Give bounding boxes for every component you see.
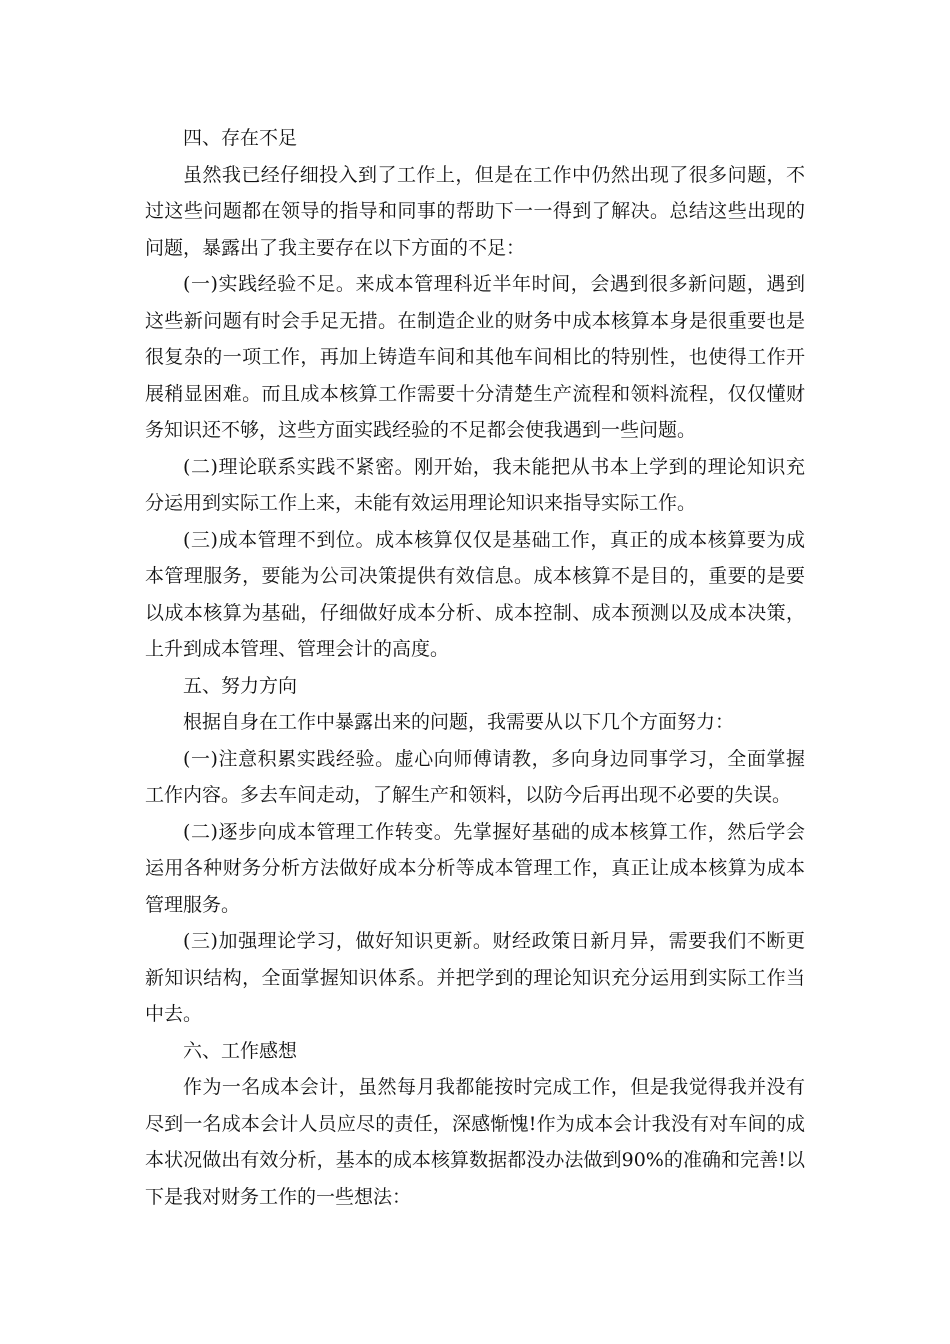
paragraph-direction-intro: 根据自身在工作中暴露出来的问题，我需要从以下几个方面努力： bbox=[183, 711, 735, 733]
paragraph-direction-2: (二)逐步向成本管理工作转变。先掌握好基础的成本核算工作，然后学会运用各种财务分析方法做好成本分析等成本管理工作，真正让成本核算为成本管理服务。 bbox=[145, 820, 805, 916]
paragraph-direction-1: (一)注意积累实践经验。虚心向师傅请教，多向身边同事学习，全面掌握工作内容。多去车间走动，了解生产和领料，以防今后再出现不必要的失误。 bbox=[145, 747, 805, 806]
document-body bbox=[145, 120, 805, 1215]
section-heading-deficiencies: 四、存在不足 bbox=[183, 127, 298, 149]
paragraph-deficiency-3: (三)成本管理不到位。成本核算仅仅是基础工作，真正的成本核算要为成本管理服务，要能为公司决策提供有效信息。成本核算不是目的，重要的是要以成本核算为基础，仔细做好成本分析、成本控制、成本预测以及成本决策，上升到成本管理、管理会计的高度。 bbox=[145, 528, 805, 660]
paragraph-deficiencies-intro: 虽然我已经仔细投入到了工作上，但是在工作中仍然出现了很多问题，不过这些问题都在领导的指导和同事的帮助下一一得到了解决。总结这些出现的问题，暴露出了我主要存在以下方面的不足： bbox=[145, 163, 805, 259]
paragraph-deficiency-1: (一)实践经验不足。来成本管理科近半年时间，会遇到很多新问题，遇到这些新问题有时会手足无措。在制造企业的财务中成本核算本身是很重要也是很复杂的一项工作，再加上铸造车间和其他车间相比的特别性，也使得工作开展稍显困难。而且成本核算工作需要十分清楚生产流程和领料流程，仅仅懂财务知识还不够，这些方面实践经验的不足都会使我遇到一些问题。 bbox=[145, 273, 805, 441]
section-heading-reflections: 六、工作感想 bbox=[183, 1039, 298, 1062]
paragraph-direction-3: (三)加强理论学习，做好知识更新。财经政策日新月异，需要我们不断更新知识结构，全面掌握知识体系。并把学到的理论知识充分运用到实际工作当中去。 bbox=[145, 930, 805, 1025]
paragraph-deficiency-2: (二)理论联系实践不紧密。刚开始，我未能把从书本上学到的理论知识充分运用到实际工作上来，未能有效运用理论知识来指导实际工作。 bbox=[145, 455, 805, 514]
section-heading-direction: 五、努力方向 bbox=[183, 674, 298, 697]
paragraph-reflections: 作为一名成本会计，虽然每月我都能按时完成工作，但是我觉得我并没有尽到一名成本会计人员应尽的责任，深感惭愧!作为成本会计我没有对车间的成本状况做出有效分析，基本的成本核算数据都没办法做到90%的准确和完善!以下是我对财务工作的一些想法： bbox=[145, 1076, 805, 1208]
